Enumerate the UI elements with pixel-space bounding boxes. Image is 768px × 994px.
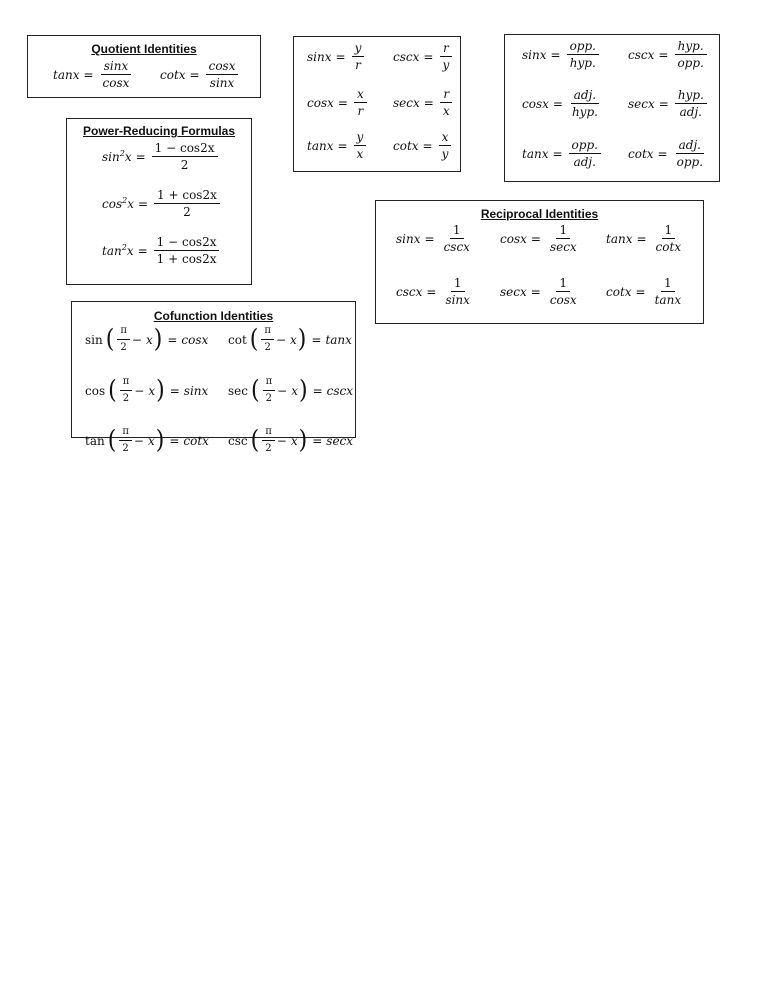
- cofunc-sin-equation: sin ( $\frac{\pi}{2}$ − x ) = cosx: [85, 324, 209, 354]
- xyr-csc-equation: cscx = $\frac{r}{y}$: [393, 41, 454, 72]
- triangle-ratios-box: [504, 34, 720, 182]
- tri-cos-equation: cosx = $\frac{\text{adj.}}{\text{hyp.}}$: [522, 88, 598, 119]
- recip-sin-equation: sinx = $\frac{1}{\csc x}$: [396, 223, 470, 254]
- tri-tan-equation: tanx = $\frac{\text{opp.}}{\text{adj.}}$: [522, 138, 603, 169]
- cofunc-cos-equation: cos ( $\frac{\pi}{2}$ − x ) = sinx: [85, 375, 209, 405]
- quotient-identities-title: Quotient Identities: [91, 42, 197, 56]
- recip-cos-equation: cosx = $\frac{1}{\sec x}$: [500, 223, 577, 254]
- power-sin-equation: $\sin^2x$ = $\frac{1 - \cos 2x}{2}$: [102, 141, 220, 172]
- quotient-cot-equation: cotx = $\frac{\cos x}{\sin x}$: [160, 59, 240, 90]
- coordinate-ratios-box: [293, 36, 461, 172]
- quotient-tan-equation: tanx = $\frac{\sin x}{\cos x}$: [53, 59, 130, 90]
- cofunc-cot-equation: cot ( $\frac{\pi}{2}$ − x ) = tanx: [228, 324, 352, 354]
- cofunc-sec-equation: sec ( $\frac{\pi}{2}$ − x ) = cscx: [228, 375, 354, 405]
- recip-sec-equation: secx = $\frac{1}{\cos x}$: [500, 276, 577, 307]
- recip-tan-equation: tanx = $\frac{1}{\cot x}$: [606, 223, 682, 254]
- xyr-sec-equation: secx = $\frac{r}{x}$: [393, 87, 455, 118]
- power-reducing-title: Power-Reducing Formulas: [82, 124, 236, 138]
- cofunction-identities-box: [71, 301, 356, 455]
- power-cos-equation: $\cos^2x$ = $\frac{1 + \cos 2x}{2}$: [102, 188, 222, 219]
- cofunc-tan-equation: tan ( $\frac{\pi}{2}$ − x ) = cotx: [85, 425, 209, 455]
- tri-sec-equation: secx = $\frac{\text{hyp.}}{\text{adj.}}$: [628, 88, 709, 119]
- xyr-tan-equation: tanx = $\frac{y}{x}$: [307, 130, 368, 161]
- xyr-cos-equation: cosx = $\frac{x}{r}$: [307, 87, 369, 118]
- tri-csc-equation: cscx = $\frac{\text{hyp.}}{\text{opp.}}$: [628, 39, 709, 70]
- tri-sin-equation: sinx = $\frac{\text{opp.}}{\text{hyp.}}$: [522, 39, 601, 70]
- power-reducing-box: [66, 118, 252, 285]
- cofunction-identities-title: Cofunction Identities: [153, 309, 274, 323]
- power-tan-equation: $\tan^2x$ = $\frac{1 - \cos 2x}{1 + \cos 2x}$: [102, 235, 221, 266]
- quotient-identities-box: [27, 35, 261, 98]
- reciprocal-identities-title: Reciprocal Identities: [480, 207, 599, 221]
- recip-cot-equation: cotx = $\frac{1}{\tan x}$: [606, 276, 682, 307]
- cofunc-csc-equation: csc ( $\frac{\pi}{2}$ − x ) = secx: [228, 425, 354, 455]
- tri-cot-equation: cotx = $\frac{\text{adj.}}{\text{opp.}}$: [628, 138, 704, 169]
- recip-csc-equation: cscx = $\frac{1}{\sin x}$: [396, 276, 470, 307]
- xyr-cot-equation: cotx = $\frac{x}{y}$: [393, 130, 453, 161]
- xyr-sin-equation: sinx = $\frac{y}{r}$: [307, 41, 366, 72]
- reciprocal-identities-box: [375, 200, 704, 324]
